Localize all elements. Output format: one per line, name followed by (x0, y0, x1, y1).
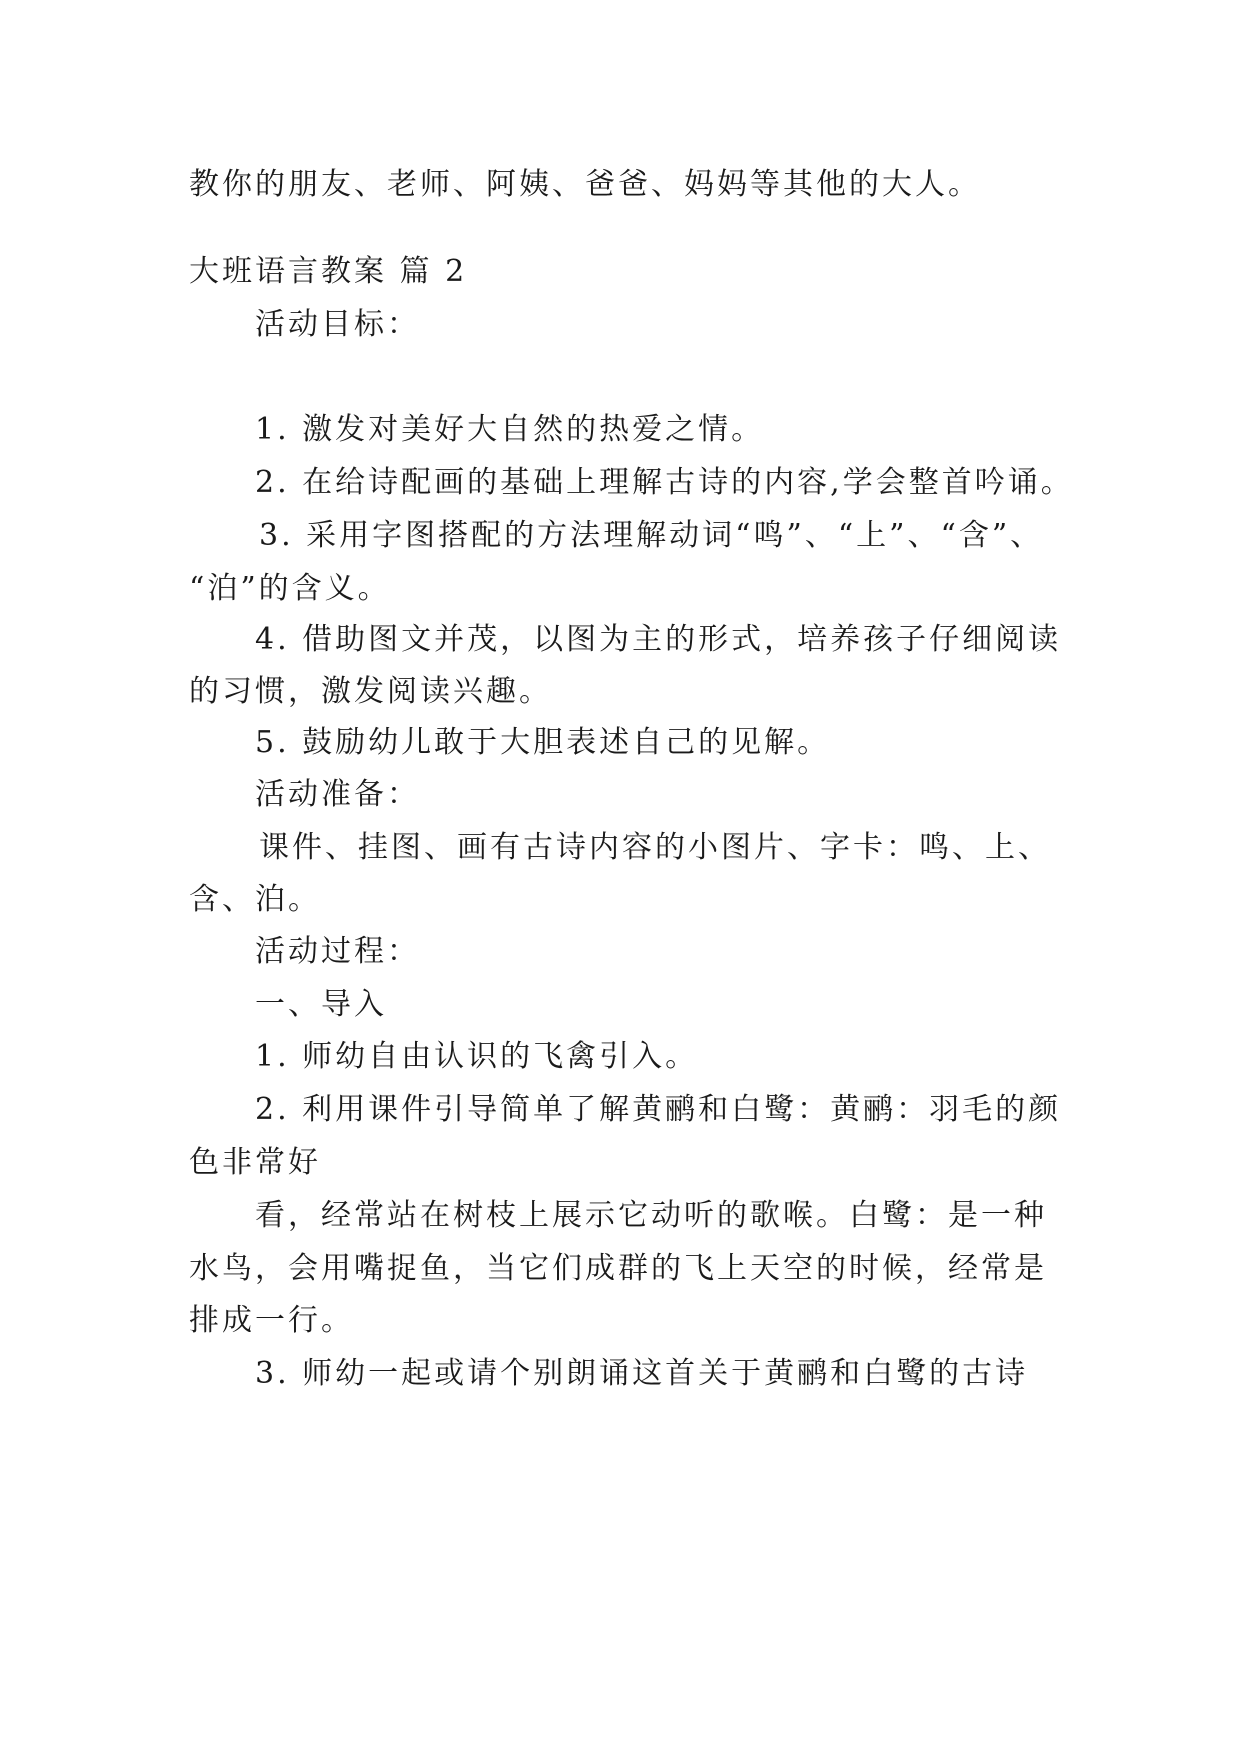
text-line: 色非常好 (189, 1145, 321, 1180)
text-line: 3. 师幼一起或请个别朗诵这首关于黄鹂和白鹭的古诗 (255, 1356, 1029, 1391)
text-line: 5. 鼓励幼儿敢于大胆表述自己的见解。 (255, 725, 831, 760)
text-line: 一、导入 (255, 987, 387, 1022)
text-line: 教你的朋友、老师、阿姨、爸爸、妈妈等其他的大人。 (189, 167, 981, 202)
subheading-activity-goals: 活动目标： (255, 307, 420, 342)
section-heading: 大班语言教案 篇 2 (189, 254, 468, 289)
text-line: “泊”的含义。 (189, 571, 391, 606)
text-line: 3. 采用字图搭配的方法理解动词“鸣”、“上”、“含”、 (259, 518, 1044, 553)
subheading-activity-process: 活动过程： (255, 934, 420, 969)
text-line: 课件、挂图、画有古诗内容的小图片、字卡：鸣、上、 (259, 830, 1051, 865)
text-line: 含、泊。 (189, 882, 321, 917)
text-line: 排成一行。 (189, 1303, 354, 1338)
text-line: 的习惯，激发阅读兴趣。 (189, 674, 552, 709)
text-line: 2. 在给诗配画的基础上理解古诗的内容,学会整首吟诵。 (255, 465, 1074, 500)
text-line: 1. 师幼自由认识的飞禽引入。 (255, 1039, 699, 1074)
text-line: 水鸟，会用嘴捉鱼，当它们成群的飞上天空的时候，经常是 (189, 1251, 1047, 1286)
text-line: 4. 借助图文并茂，以图为主的形式，培养孩子仔细阅读 (255, 622, 1062, 657)
text-line: 1. 激发对美好大自然的热爱之情。 (255, 412, 765, 447)
text-line: 看，经常站在树枝上展示它动听的歌喉。白鹭：是一种 (255, 1198, 1047, 1233)
subheading-activity-prep: 活动准备： (255, 777, 420, 812)
text-line: 2. 利用课件引导简单了解黄鹂和白鹭：黄鹂：羽毛的颜 (255, 1092, 1062, 1127)
